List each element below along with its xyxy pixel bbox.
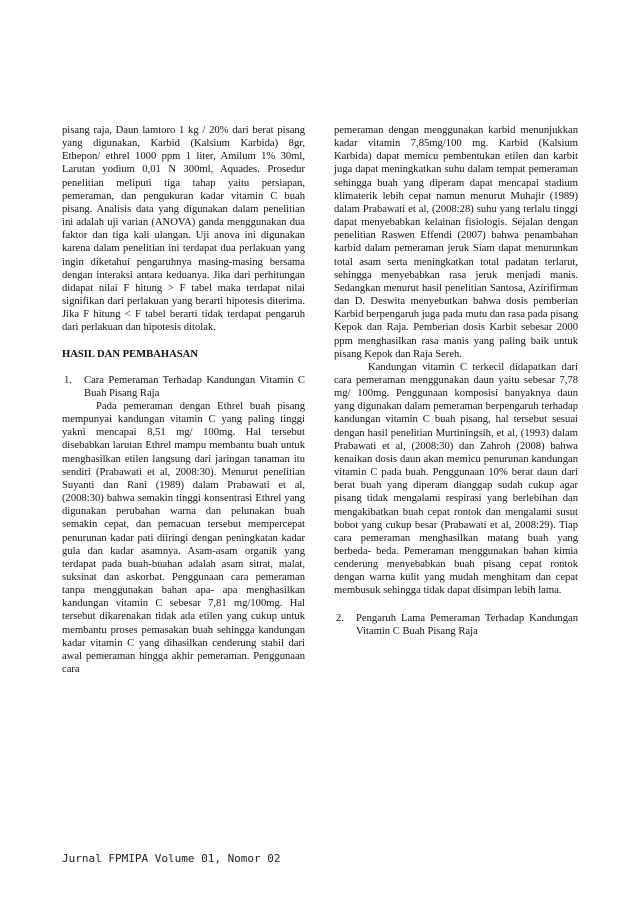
paragraph-ethrel: Pada pemeraman dengan Ethrel buah pisang mempunyai kandungan vitamin C yang paling tinggi yakni mencapai 8,51 mg/ 100mg. Hal tersebut disebabkan larutan Ethrel mampu membantu buah untuk menghasilkan etilen langsung dari jaringan tanaman itu sendiri (Prabawati et al, 2008:30). Menurut penelitian Suyanti dan Rani (1989) dalam Prabawati et al, (2008:30) bahwa semakin tinggi konsentrasi Ethrel yang digunakan perubahan warna dan pelunakan buah semakin cepat, dan pemacuan tersebut mempercepat penurunan kadar pati diiringi dengan peningkatan kadar gula dan kadar asamnya. Asam-asam organik yang terdapat pada buah-buahan adalah asam sitrat, malat, suksinat dan askorbat. Penggunaan cara pemeraman tanpa menggunakan bahan apa- apa menghasilkan kandungan vitamin C sebesar 7,81 mg/100mg. Hal tersebut dikarenakan tidak ada etilen yang cukup untuk membantu proses pemasakan buah sehingga kandungan kadar vitamin C yang dihasilkan cenderung stabil dari awal pemeraman hingga akhir pemeraman. Penggunaan cara — [62, 400, 305, 676]
numbered-subheading-1 — [62, 374, 305, 400]
left-column — [62, 124, 305, 676]
subheading-title: Cara Pemeraman Terhadap Kandungan Vitamin C Buah Pisang Raja — [84, 374, 305, 399]
paragraph-karbid: pemeraman dengan menggunakan karbid menunjukkan kadar vitamin 7,85mg/100 mg. Karbid (Kalsium Karbida) dapat memicu pembentukan etilen dan karbit juga dapat meningkatkan suhu dalam tempat pemeraman sehingga buah yang diperam dapat mencapai stadium klimaterik lebih cepat namun menurut Muhajir (1989) dalam Prabawati et al, (2008:28) suhu yang terlalu tinggi dapat menyebabkan kelainan fisiologis. Sejalan dengan penelitian Raswen Effendi (2007) bahwa penambahan karbid dalam pemeraman jeruk Siam dapat menurunkan total asam serta meningkatkan total padatan terlarut, sehingga menyebabkan rasa jeruk menjadi manis. Sedangkan menurut hasil penelitian Santosa, Azirifirman dan D. Deswita menyebutkan bahwa dosis pemberian Karbid berpengaruh juga pada mutu dan rasa pada pisang Kepok dan Raja. Pemberian dosis Karbit sebesar 2000 ppm menghasilkan rasa manis yang paling baik untuk pisang Kepok dan Raja Sereh. — [334, 125, 578, 360]
page-footer: Jurnal FPMIPA Volume 01, Nomor 02 — [62, 852, 281, 865]
subheading-number: 1. — [64, 374, 72, 386]
paragraph-lamtoro: Kandungan vitamin C terkecil didapatkan dari cara pemeraman menggunakan daun yaitu sebesar 7,78 mg/ 100mg. Penggunaan komposisi banyaknya daun yang digunakan dalam pemeraman berpengaruh terhadap kandungan vitamin C buah pisang, hal tersebut sesuai dengan hasil penelitian Murtiningsih, et al, (1993) dalam Prabawati et al, (2008:30) dan Zahroh (2008) bahwa kenaikan dosis daun akan memicu penurunan kandungan vitamin C pada buah. Penggunaan 10% berat daun dari berat buah yang diperam dianggap sudah cukup agar pisang tidak mengalami respirasi yang berlebihan dan mengakibatkan buah cepat rontok dan mengalami susut bobot yang cukup besar (Prabawati et al, 2008:29). Tiap cara pemeraman menghasilkan matang buah yang berbeda- beda. Pemeraman menggunakan bahan kimia cenderung menyebabkan buah pisang cepat rontok dengan warna kulit yang mudah menghitam dan cepat membusuk sehingga tidak dapat disimpan lebih lama. — [334, 361, 578, 597]
subheading-title: Pengaruh Lama Pemeraman Terhadap Kandungan Vitamin C Buah Pisang Raja — [356, 612, 578, 637]
subheading-number: 2. — [336, 612, 344, 624]
numbered-subheading-2 — [334, 612, 578, 638]
section-heading-results: HASIL DAN PEMBAHASAN — [62, 348, 198, 360]
paragraph-methods: pisang raja, Daun lamtoro 1 kg / 20% dari berat pisang yang digunakan, Karbid (Kalsium Karbida) 8gr, Ethepon/ ethrel 1000 ppm 1 liter, Amilum 1% 30ml, Larutan yodium 0,01 N 300ml, Aquades. Prosedur penelitian meliputi tiga tahap yaitu persiapan, pemeraman, dan pengukuran kadar vitamin C buah pisang. Analisis data yang digunakan dalam penelitian ini adalah uji varian (ANOVA) ganda menggunakan dua faktor dan tiga kali ulangan. Uji anova ini digunakan karena dalam penelitian ini terdapat dua perlakuan yang ingin diketahui pengaruhnya masing-masing bersama dengan interaksi antara keduanya. Jika dari perhitungan didapat nilai F hitung > F tabel maka terdapat nilai signifikan dari perlakuan yang berarti hipotesis diterima. Jika F hitung < F tabel berarti tidak terdapat pengaruh dari perlakuan dan hipotesis ditolak. — [62, 125, 305, 334]
right-column — [334, 124, 578, 638]
